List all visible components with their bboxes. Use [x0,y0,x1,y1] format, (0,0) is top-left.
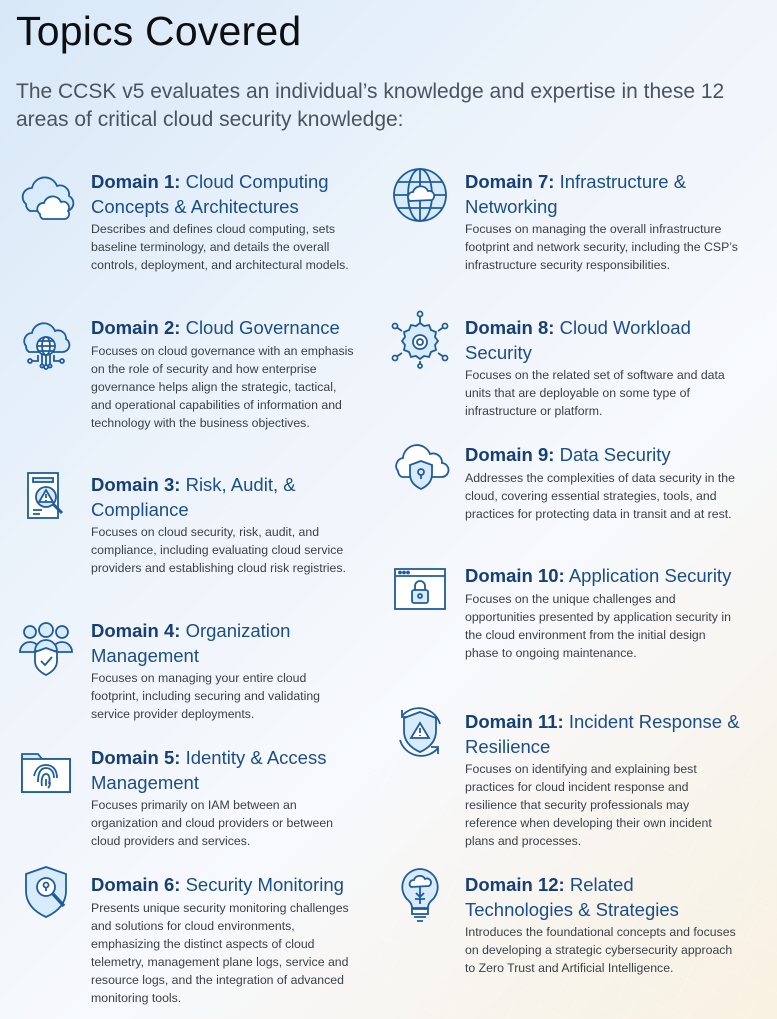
fingerprint-folder-icon [16,742,76,802]
domain-description: Presents unique security monitoring challenges and solutions for cloud environments, emphasizing the distinct aspects of cloud telemetry, management plane logs, service and resource logs, and the integration of advanced monitoring tools. [91,900,349,1005]
lightbulb-cloud-icon [390,866,450,926]
domain-description: Introduces the foundational concepts and focuses on developing a strategic cybersecurity approach to Zero Trust and Artificial Intelligence. [465,925,736,976]
domain-description: Focuses on the related set of software and data units that are deployable on some type of infrastructure or platform. [465,368,725,419]
domain-heading: Domain 9: Data Security [465,444,671,465]
cloud-network-icon [16,316,76,376]
shield-warning-icon [390,702,450,762]
cloud-icon [16,170,76,230]
domain-description: Addresses the complexities of data security in the cloud, covering essential strategies, tools, and practices for protecting data in transit and at rest. [465,470,735,521]
domain-heading: Domain 1: Cloud Computing Concepts & Architectures [91,171,329,217]
domain-description: Focuses primarily on IAM between an organization and cloud providers or between cloud providers and services. [91,798,333,849]
audit-document-icon [16,468,76,528]
domain-heading: Domain 4: Organization Management [91,620,291,666]
domain-heading: Domain 6: Security Monitoring [91,874,344,895]
domain-heading: Domain 5: Identity & Access Management [91,747,327,793]
app-window-lock-icon [390,560,450,620]
domain-heading: Domain 3: Risk, Audit, & Compliance [91,474,296,520]
domain-description: Focuses on managing your entire cloud footprint, including securing and validating service provider deployments. [91,671,321,722]
domain-description: Focuses on cloud security, risk, audit, and compliance, including evaluating cloud service providers and establishing cloud risk registries. [91,525,346,576]
globe-cloud-icon [390,165,450,225]
domain-description: Focuses on managing the overall infrastructure footprint and network security, including the CSP’s infrastructure security responsibilities. [465,222,738,273]
domain-description: Describes and defines cloud computing, sets baseline terminology, and details the overall controls, deployment, and architectural models. [91,222,349,273]
cloud-shield-icon [390,437,450,497]
domain-description: Focuses on identifying and explaining best practices for cloud incident response and resilience that security professionals may reference when developing their own incident plans and processes. [465,762,712,849]
page-title: Topics Covered [16,8,302,54]
domain-heading: Domain 10: Application Security [465,565,732,586]
domain-heading: Domain 7: Infrastructure & Networking [465,171,687,217]
page-intro: The CCSK v5 evaluates an individual’s knowledge and expertise in these 12 areas of critical cloud security knowledge: [16,80,725,131]
domain-heading: Domain 12: Related Technologies & Strategies [465,874,679,920]
domain-heading: Domain 2: Cloud Governance [91,317,340,338]
domain-heading: Domain 8: Cloud Workload Security [465,317,691,363]
domain-description: Focuses on the unique challenges and opportunities presented by application security in the cloud environment from the initial design phase to ongoing maintenance. [465,591,731,660]
domain-description: Focuses on cloud governance with an emphasis on the role of security and how enterprise governance helps align the strategic, tactical, and operational capabilities of information and technology with the business objectives. [91,343,354,430]
people-shield-icon [16,618,76,678]
shield-search-icon [16,863,76,923]
domain-heading: Domain 11: Incident Response & Resilience [465,711,740,757]
gear-network-icon [390,309,450,369]
